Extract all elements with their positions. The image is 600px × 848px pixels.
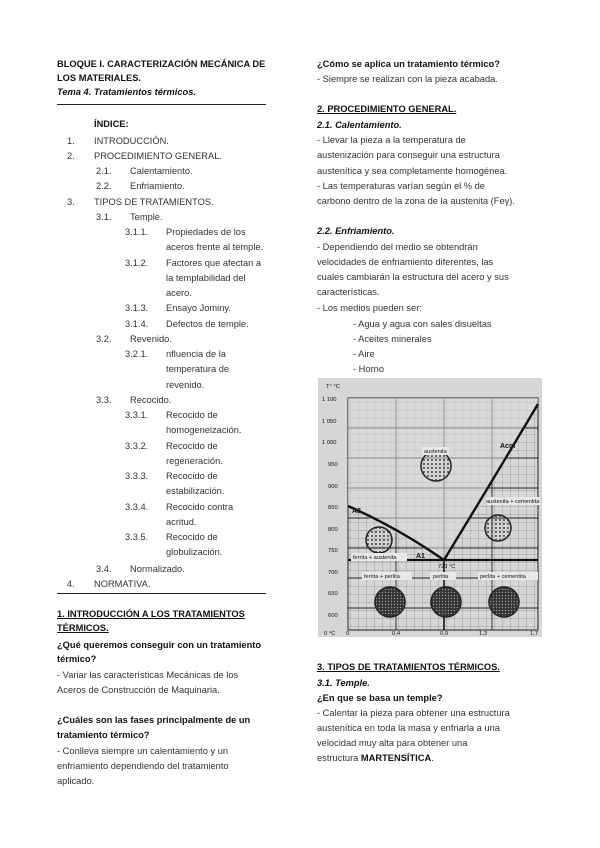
indice-title: ÍNDICE:	[94, 119, 129, 129]
toc-number: 3.1.1.	[125, 227, 149, 237]
toc-entry: Recocido.	[130, 395, 172, 405]
question-3: ¿Cómo se aplica un tratamiento térmico?	[317, 59, 500, 69]
perlita-label: perlita	[433, 574, 449, 580]
carbon-tick: 0 °C	[324, 631, 336, 637]
temp-tick: 900	[328, 484, 338, 490]
temp-tick: 1 050	[322, 419, 337, 425]
toc-entry: Calentamiento.	[130, 166, 193, 176]
answer-4-line-4	[317, 752, 434, 764]
temp-tick: 700	[328, 570, 338, 576]
answer-4-text: estructura	[317, 753, 361, 763]
toc-entry: TIPOS DE TRATAMIENTOS.	[94, 197, 214, 207]
toc-number: 3.1.4.	[125, 319, 149, 329]
eutectoid-label: 723 °C	[438, 564, 456, 570]
toc-entry: Recocido de	[166, 532, 218, 542]
calentamiento-heading: 2.1. Calentamiento.	[317, 120, 402, 130]
toc-entry: Propiedades de los	[166, 227, 246, 237]
toc-number: 3.3.5.	[125, 532, 149, 542]
toc-entry: nfluencia de la	[166, 349, 226, 359]
toc-number: 4.	[67, 579, 75, 589]
ferrita-austenita-label: ferrita + austenita	[353, 555, 397, 561]
toc-entry: Normalizado.	[130, 564, 185, 574]
temple-heading: 3.1. Temple.	[317, 678, 370, 688]
procedimiento-heading: 2. PROCEDIMIENTO GENERAL.	[317, 104, 457, 114]
divider-bottom	[57, 593, 266, 594]
enfriamiento-line-2: velocidades de enfriamiento diferentes, las	[317, 257, 494, 267]
answer-3: - Siempre se realizan con la pieza acabada.	[317, 74, 498, 84]
answer-1-line-1: - Variar las características Mecánicas de los	[57, 670, 239, 680]
block-title-line-2: LOS MATERIALES.	[57, 73, 142, 83]
enfriamiento-line-3: cuales cambiarán la estructura del acero y sus	[317, 272, 509, 282]
toc-entry: regeneración.	[166, 456, 223, 466]
toc-number: 2.	[67, 151, 75, 161]
austenite-micrograph	[421, 451, 451, 481]
block-title-line-1: BLOQUE I. CARACTERIZACIÓN MECÁNICA DE	[57, 59, 266, 69]
toc-number: 2.1.	[96, 166, 112, 176]
temp-tick: 600	[328, 613, 338, 619]
tema-title: Tema 4. Tratamientos térmicos.	[57, 87, 196, 97]
medio-item: - Horno	[353, 364, 385, 374]
toc-entry: Recocido de	[166, 410, 218, 420]
toc-entry: PROCEDIMIENTO GENERAL.	[94, 151, 222, 161]
intro-heading-line-1: 1. INTRODUCCIÓN A LOS TRATAMIENTOS	[57, 609, 245, 619]
answer-4-period: .	[431, 753, 434, 763]
toc-entry: la templabilidad del	[166, 273, 246, 283]
austenita-label: austenita	[424, 449, 447, 455]
toc-entry: Recocido contra	[166, 502, 234, 512]
carbon-tick: 1,7	[530, 631, 539, 637]
toc-number: 3.3.	[96, 395, 112, 405]
toc-entry: Defectos de temple.	[166, 319, 249, 329]
medio-item: - Aire	[353, 349, 375, 359]
carbon-tick: 1,3	[479, 631, 488, 637]
toc-entry: Recocido de	[166, 441, 218, 451]
toc-number: 3.1.3.	[125, 303, 149, 313]
toc-number: 3.1.	[96, 212, 112, 222]
toc-entry: Ensayo Jominy.	[166, 303, 231, 313]
toc-number: 3.4.	[96, 564, 112, 574]
toc-entry: Enfriamiento.	[130, 181, 185, 191]
temp-tick: 650	[328, 591, 338, 597]
toc-entry: NORMATIVA.	[94, 579, 151, 589]
pearlite-cementite-micrograph	[489, 587, 519, 617]
toc-number: 2.2.	[96, 181, 112, 191]
calentamiento-line-1: - Llevar la pieza a la temperatura de	[317, 135, 466, 145]
answer-1-line-2: Aceros de Construcción de Maquinaria.	[57, 685, 220, 695]
acm-label: Acm	[500, 443, 516, 450]
medio-item: - Agua y agua con sales disueltas	[353, 319, 492, 329]
carbon-tick: 0	[346, 631, 350, 637]
toc-entry: Factores que afectan a	[166, 258, 262, 268]
calentamiento-line-4: - Las temperaturas varían según el % de	[317, 181, 485, 191]
enfriamiento-line-4: características.	[317, 287, 380, 297]
tipos-heading: 3. TIPOS DE TRATAMIENTOS TÉRMICOS.	[317, 662, 500, 672]
toc-entry: revenido.	[166, 380, 205, 390]
toc-number: 3.3.4.	[125, 502, 149, 512]
toc-entry: Temple.	[130, 212, 163, 222]
austenite-cementite-micrograph	[485, 515, 511, 541]
aust-cementita-label: austenita + cementita	[486, 499, 540, 505]
calentamiento-line-3: austenítica y sea completamente homogénea.	[317, 166, 508, 176]
martensitica-emphasis: MARTENSÍTICA	[360, 753, 432, 763]
toc-entry: acritud.	[166, 517, 197, 527]
ferrite-pearlite-micrograph	[375, 587, 405, 617]
toc-entry: INTRODUCCIÓN.	[94, 136, 169, 146]
question-1-line-2: térmico?	[57, 654, 97, 664]
toc-number: 3.1.2.	[125, 258, 149, 268]
toc-number: 3.3.1.	[125, 410, 149, 420]
answer-4-line-2: austenítica en toda la masa y enfriarla a una	[317, 723, 500, 733]
temp-tick: 800	[328, 527, 338, 533]
question-1-line-1: ¿Qué queremos conseguir con un tratamiento	[57, 640, 262, 650]
toc-entry: temperatura de	[166, 364, 230, 374]
question-2-line-1: ¿Cuáles son las fases principalmente de un	[57, 715, 251, 725]
toc-entry: globulización.	[166, 547, 223, 557]
toc-number: 1.	[67, 136, 75, 146]
toc-entry: Recocido de	[166, 471, 218, 481]
toc-entry: homogeneización.	[166, 425, 242, 435]
temp-tick: 750	[328, 548, 338, 554]
carbon-tick: 0,9	[440, 631, 449, 637]
toc-number: 3.2.1.	[125, 349, 149, 359]
toc-number: 3.3.3.	[125, 471, 149, 481]
pearlite-micrograph	[431, 587, 461, 617]
ferrita-perlita-label: ferrita + perlita	[364, 574, 400, 580]
toc-entry: acero.	[166, 288, 192, 298]
intro-heading-line-2: TÉRMICOS.	[57, 623, 109, 633]
a1-label: A1	[416, 553, 425, 560]
answer-2-line-2: enfriamiento dependiendo del tratamiento	[57, 761, 229, 771]
axis-unit: T° °C	[326, 384, 340, 390]
medio-item: - Aceites minerales	[353, 334, 432, 344]
answer-4-line-3: velocidad muy alta para obtener una	[317, 738, 468, 748]
enfriamiento-heading: 2.2. Enfriamiento.	[317, 226, 395, 236]
ferrite-austenite-micrograph	[366, 527, 392, 553]
toc-number: 3.2.	[96, 334, 112, 344]
answer-4-line-1: - Calentar la pieza para obtener una estructura	[317, 708, 510, 718]
answer-2-line-3: aplicado.	[57, 776, 95, 786]
calentamiento-line-5: carbono dentro de la zona de la austenita (Feγ).	[317, 196, 515, 206]
temp-tick: 850	[328, 505, 338, 511]
toc-entry: Revenido.	[130, 334, 172, 344]
enfriamiento-line-5: - Los medios pueden ser:	[317, 303, 422, 313]
temp-tick: 1 000	[322, 440, 337, 446]
question-4: ¿En que se basa un temple?	[317, 693, 443, 703]
iron-carbon-diagram	[318, 378, 542, 637]
temp-tick: 1 100	[322, 397, 337, 403]
a3-label: A3	[352, 508, 361, 515]
answer-2-line-1: - Conlleva siempre un calentamiento y un	[57, 746, 229, 756]
question-2-line-2: tratamiento térmico?	[57, 730, 150, 740]
toc-number: 3.3.2.	[125, 441, 149, 451]
toc-number: 3.	[67, 197, 75, 207]
toc-entry: estabilización.	[166, 486, 225, 496]
enfriamiento-line-1: - Dependiendo del medio se obtendrán	[317, 242, 478, 252]
perlita-cementita-label: perlita + cementita	[480, 574, 526, 580]
toc-entry: aceros frente al temple.	[166, 242, 264, 252]
temp-tick: 950	[328, 462, 338, 468]
divider-top	[57, 104, 266, 105]
carbon-tick: 0,4	[392, 631, 401, 637]
calentamiento-line-2: austenización para conseguir una estructura	[317, 150, 500, 160]
